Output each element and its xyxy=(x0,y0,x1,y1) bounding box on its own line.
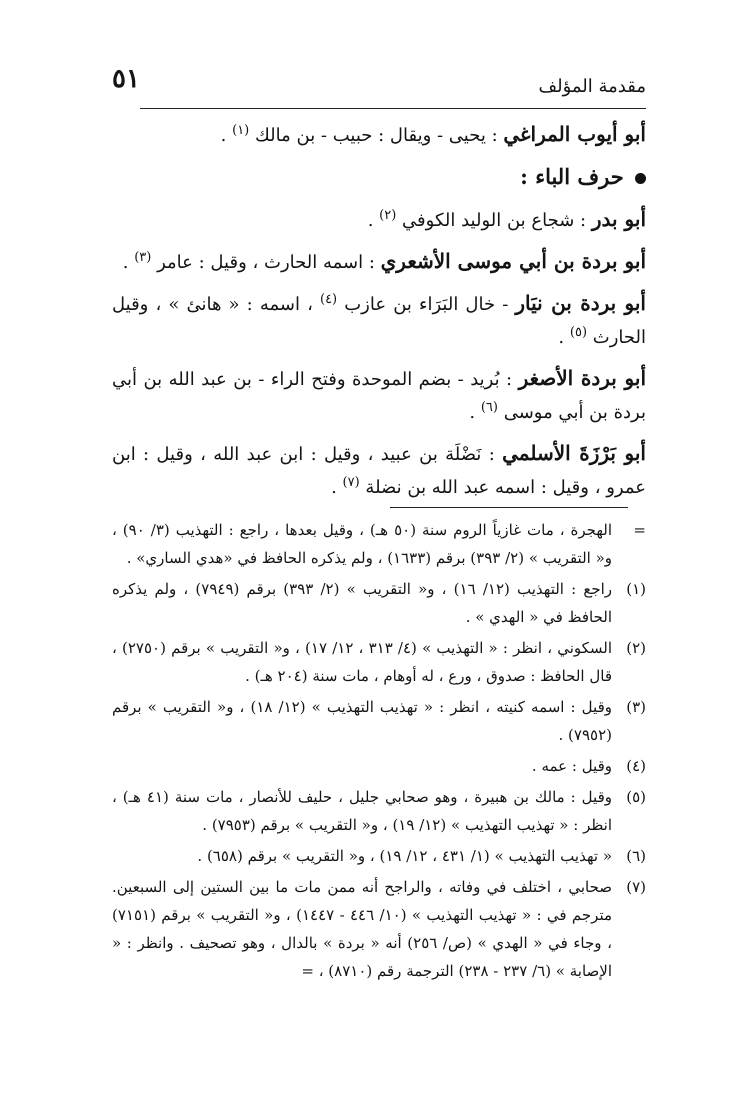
section-heading xyxy=(112,160,646,193)
footnote-separator xyxy=(390,507,628,508)
footnote-text: وقيل : عمه . xyxy=(531,757,612,775)
footnote-4 xyxy=(112,752,646,780)
footnote-text: الهجرة ، مات غازياً الروم سنة (٥٠ هـ) ، وقيل بعدها ، راجع : التهذيب (٣/ ٩٠) ، و« التقريب » (٢/ ٣٩٣) برقم (١٦٣٣) ، ولم يذكره الحافظ في «هدي الساري» . xyxy=(112,521,612,567)
entry-abu-ayyub xyxy=(112,118,646,152)
entry-abu-burda-asghar xyxy=(112,362,646,429)
footnote-7 xyxy=(112,873,646,985)
entry-name: أبو بردة بن نيَار xyxy=(515,291,646,315)
footnote-ref: (٧) xyxy=(342,475,360,490)
entry-text: : بُريد - بضم الموحدة وفتح الراء - بن عبد الله بن أبي بردة بن أبي موسى xyxy=(112,369,646,423)
running-title: مقدمة المؤلف xyxy=(538,76,646,97)
footnote-number: (٥) xyxy=(626,788,646,806)
footnote-text: وقيل : اسمه كنيته ، انظر : « تهذيب التهذيب » (١٢/ ١٨) ، و« التقريب » برقم (٧٩٥٢) . xyxy=(112,698,612,744)
entry-text-2: ، اسمه : « هانئ » ، وقيل الحارث xyxy=(112,294,646,348)
main-text xyxy=(112,118,646,512)
footnote-text: وقيل : مالك بن هبيرة ، وهو صحابي جليل ، حليف للأنصار ، مات سنة (٤١ هـ) ، انظر : « تهذيب التهذيب » (١٢/ ١٩) ، و« التقريب » برقم (٧٩٥٣) . xyxy=(112,788,612,834)
footnote-number: (٣) xyxy=(626,698,646,716)
page-number: ٥١ xyxy=(112,64,140,94)
footnote-5 xyxy=(112,783,646,839)
footnote-ref: (١) xyxy=(232,123,250,138)
entry-end: . xyxy=(469,402,476,423)
footnote-number: (٢) xyxy=(626,639,646,657)
entry-end: . xyxy=(367,210,374,231)
entry-name: أبو بردة بن أبي موسى الأشعري xyxy=(380,249,646,273)
header-rule xyxy=(140,108,646,109)
footnote-6 xyxy=(112,842,646,870)
entry-abu-burda-ashari xyxy=(112,245,646,279)
footnote-number: (٧) xyxy=(626,878,646,896)
entry-text: : اسمه الحارث ، وقيل : عامر xyxy=(157,252,375,273)
footnotes xyxy=(112,516,646,988)
entry-abu-badr xyxy=(112,203,646,237)
entry-abu-burda-niyar xyxy=(112,287,646,354)
entry-abu-barza xyxy=(112,437,646,504)
entry-text: : يحيى - ويقال : حبيب - بن مالك xyxy=(254,125,498,146)
entry-end: . xyxy=(122,252,129,273)
footnote-number: (٦) xyxy=(626,847,646,865)
footnote-text: « تهذيب التهذيب » (١/ ٤٣١ ، ١٢/ ١٩) ، و« التقريب » برقم (٦٥٨) . xyxy=(197,847,612,865)
footnote-3 xyxy=(112,693,646,749)
footnote-ref: (٦) xyxy=(480,400,498,415)
entry-name: أبو بدر xyxy=(591,207,646,231)
entry-name: أبو أيوب المراغي xyxy=(503,122,646,146)
footnote-text: صحابي ، اختلف في وفاته ، والراجح أنه ممن مات ما بين الستين إلى السبعين. مترجم في : « تهذيب التهذيب » (١٠/ ٤٤٦ - ١٤٤٧) ، و« التقريب » برقم (٧١٥١) ، وجاء في « الهدي » (ص/ ٢٥٦) أنه « بردة » بالدال ، وهو تصحيف . وانظر : « الإصابة » (٦/ ٢٣٧ - ٢٣٨) الترجمة رقم (٨٧١٠) ، = xyxy=(112,878,613,980)
footnote-number: (٤) xyxy=(626,757,646,775)
footnote-number: = xyxy=(633,521,646,539)
entry-end: . xyxy=(331,477,337,498)
footnote-number: (١) xyxy=(626,580,646,598)
entry-end: . xyxy=(558,327,565,348)
entry-end: . xyxy=(220,125,227,146)
footnote-1 xyxy=(112,575,646,631)
entry-text: - خال البَرَاء بن عازب xyxy=(344,294,509,315)
entry-name: أبو بردة الأصغر xyxy=(518,366,646,390)
bullet-icon xyxy=(635,173,646,184)
entry-name: أبو بَرْزَةَ الأسلمي xyxy=(502,441,646,465)
entry-text: : شجاع بن الوليد الكوفي xyxy=(402,210,587,231)
footnote-continuation xyxy=(112,516,646,572)
footnote-text: السكوني ، انظر : « التهذيب » (٤/ ٣١٣ ، ١٢/ ١٧) ، و« التقريب » برقم (٢٧٥٠) ، قال الحافظ : صدوق ، ورع ، له أوهام ، مات سنة (٢٠٤ هـ) . xyxy=(112,639,613,685)
footnote-2 xyxy=(112,634,646,690)
section-heading-text: حرف الباء : xyxy=(520,164,624,189)
footnote-ref: (٣) xyxy=(134,250,152,265)
footnote-ref: (٤) xyxy=(319,292,338,307)
entry-text: : نَضْلَة بن عبيد ، وقيل : ابن عبد الله ، وقيل : ابن عمرو ، وقيل : اسمه عبد الله بن نضلة xyxy=(112,444,646,498)
footnote-ref: (٢) xyxy=(379,208,397,223)
footnote-ref: (٥) xyxy=(569,325,588,340)
footnote-text: راجع : التهذيب (١٢/ ١٦) ، و« التقريب » (٢/ ٣٩٣) برقم (٧٩٤٩) ، ولم يذكره الحافظ في « الهدي » . xyxy=(112,580,613,626)
